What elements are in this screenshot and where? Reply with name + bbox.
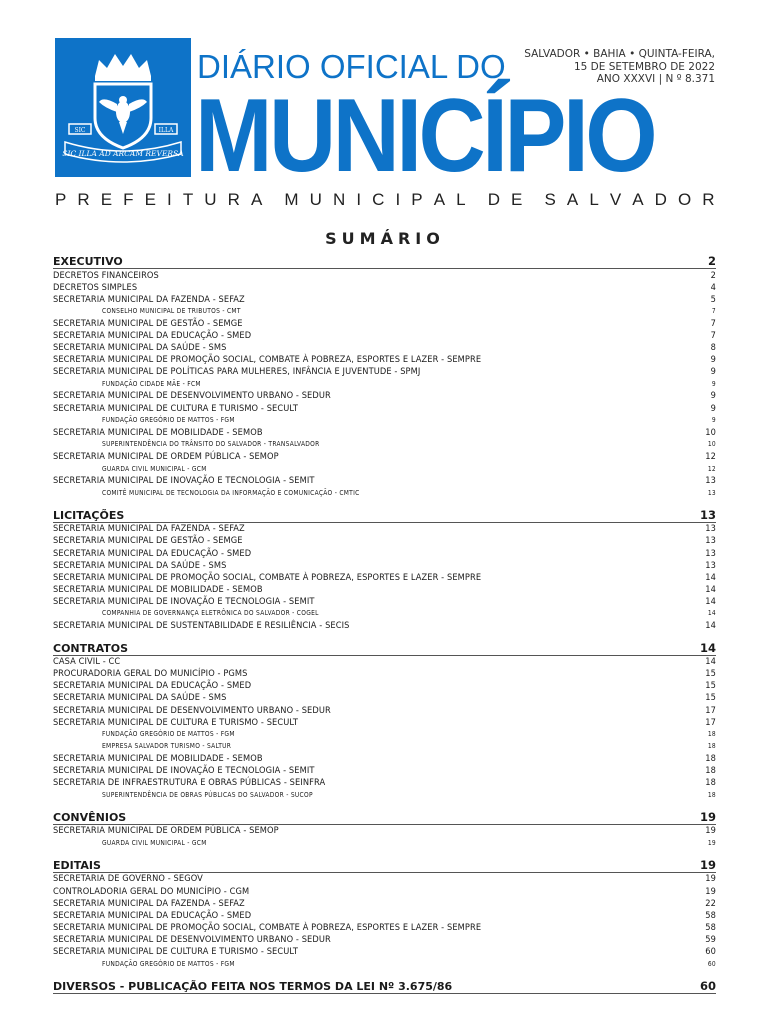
dateline-line: SALVADOR • BAHIA • QUINTA-FEIRA, <box>524 48 715 60</box>
subtitle-letter: E <box>511 190 523 209</box>
entry-label: SECRETARIA MUNICIPAL DA FAZENDA - SEFAZ <box>53 523 245 535</box>
entry-page-number: 13 <box>705 559 716 571</box>
entry-page-number: 7 <box>711 307 716 316</box>
toc-section <box>53 641 716 801</box>
entry-label: SECRETARIA MUNICIPAL DE PROMOÇÃO SOCIAL, COMBATE À POBREZA, ESPORTES E LAZER - SEMPRE <box>53 921 482 933</box>
title-main: MUNICÍPIO <box>195 78 655 194</box>
entry-page-number: 18 <box>705 765 716 777</box>
entry-page-number: 19 <box>705 873 716 885</box>
subtitle-letter: L <box>589 190 599 209</box>
entry-label: FUNDAÇÃO GREGÓRIO DE MATTOS - FGM <box>102 959 235 968</box>
toc-entry[interactable] <box>53 716 716 728</box>
entry-label: SECRETARIA MUNICIPAL DE ORDEM PÚBLICA - SEMOP <box>53 450 279 462</box>
toc-subentry[interactable] <box>53 463 716 475</box>
toc-entry[interactable] <box>53 390 716 402</box>
entry-label: SECRETARIA MUNICIPAL DE MOBILIDADE - SEMOB <box>53 426 263 438</box>
toc-entry[interactable] <box>53 656 716 668</box>
svg-text:ILLA: ILLA <box>158 127 174 134</box>
section-page-number: 19 <box>699 809 716 824</box>
entry-label: SECRETARIA MUNICIPAL DA SAÚDE - SMS <box>53 559 227 571</box>
coat-of-arms-logo <box>55 38 191 177</box>
entry-page-number: 58 <box>705 909 716 921</box>
entry-label: SECRETARIA MUNICIPAL DA SAÚDE - SMS <box>53 692 227 704</box>
dateline <box>524 48 715 86</box>
toc-entry[interactable] <box>53 909 716 921</box>
entry-page-number: 7 <box>710 317 716 329</box>
entry-page-number: 9 <box>710 402 716 414</box>
entry-page-number: 59 <box>705 933 716 945</box>
entry-page-number: 14 <box>707 609 716 618</box>
entry-page-number: 58 <box>705 921 716 933</box>
toc-entry[interactable] <box>53 897 716 909</box>
toc-entry[interactable] <box>53 680 716 692</box>
entry-page-number: 14 <box>705 583 716 595</box>
entry-label: SECRETARIA MUNICIPAL DE CULTURA E TURISMO - SECULT <box>53 402 298 414</box>
toc-entry[interactable] <box>53 523 716 535</box>
subtitle-letter: L <box>456 190 466 209</box>
toc-entry[interactable] <box>53 595 716 607</box>
section-gap <box>53 499 716 508</box>
entry-page-number: 13 <box>705 535 716 547</box>
toc-entry[interactable] <box>53 329 716 341</box>
entry-page-number: 10 <box>705 426 716 438</box>
subtitle-letter: I <box>395 190 401 209</box>
toc-section <box>53 508 716 632</box>
entry-page-number: 18 <box>707 742 716 751</box>
entry-page-number: 14 <box>705 620 716 632</box>
toc-entry[interactable] <box>53 426 716 438</box>
entry-label: FUNDAÇÃO CIDADE MÃE - FCM <box>102 379 201 388</box>
dateline-line: 15 DE SETEMBRO DE 2022 <box>573 60 715 73</box>
toc-subentry[interactable] <box>53 378 716 390</box>
toc-entry[interactable] <box>53 873 716 885</box>
toc-entry[interactable] <box>53 764 716 776</box>
entry-page-number: 14 <box>705 595 716 607</box>
entry-label: GUARDA CIVIL MUNICIPAL - GCM <box>102 838 207 847</box>
subtitle-letter: C <box>372 190 385 209</box>
toc-section <box>53 979 716 994</box>
entry-label: SECRETARIA MUNICIPAL DE CULTURA E TURISMO - SECULT <box>53 716 298 728</box>
entry-page-number: 5 <box>710 293 716 305</box>
entry-page-number: 22 <box>705 897 716 909</box>
section-page-number: 19 <box>699 857 716 872</box>
toc-section <box>53 810 716 849</box>
entry-page-number: 19 <box>707 838 716 847</box>
subtitle-letter: M <box>284 190 299 209</box>
entry-label: SECRETARIA MUNICIPAL DE DESENVOLVIMENTO URBANO - SEDUR <box>53 933 331 945</box>
entry-page-number: 13 <box>705 475 716 487</box>
entry-label: EMPRESA SALVADOR TURISMO - SALTUR <box>102 742 232 751</box>
entry-label: SECRETARIA MUNICIPAL DE SUSTENTABILIDADE E RESILIÊNCIA - SECIS <box>53 620 350 632</box>
section-gap <box>53 970 716 979</box>
toc-section <box>53 858 716 970</box>
entry-page-number: 8 <box>710 342 716 354</box>
entry-page-number: 4 <box>710 281 716 293</box>
toc-entry[interactable] <box>53 946 716 958</box>
entry-label: SECRETARIA MUNICIPAL DE DESENVOLVIMENTO URBANO - SEDUR <box>53 704 331 716</box>
entry-page-number: 15 <box>705 668 716 680</box>
entry-label: SECRETARIA MUNICIPAL DE DESENVOLVIMENTO URBANO - SEDUR <box>53 390 331 402</box>
toc-subentry[interactable] <box>53 438 716 450</box>
entry-page-number: 19 <box>705 825 716 837</box>
entry-page-number: 10 <box>707 440 716 449</box>
table-of-contents <box>53 254 716 994</box>
entry-label: CONTROLADORIA GERAL DO MUNICÍPIO - CGM <box>53 885 250 897</box>
dateline-line: ANO XXXVI | N º 8.371 <box>596 73 715 85</box>
entry-label: SECRETARIA MUNICIPAL DA EDUCAÇÃO - SMED <box>53 330 252 342</box>
entry-page-number: 13 <box>705 523 716 535</box>
entry-label: SECRETARIA DE GOVERNO - SEGOV <box>53 873 203 885</box>
entry-label: SECRETARIA MUNICIPAL DE PROMOÇÃO SOCIAL, COMBATE À POBREZA, ESPORTES E LAZER - SEMPRE <box>53 354 482 366</box>
section-gap <box>53 801 716 810</box>
section-page-number: 2 <box>707 254 716 268</box>
toc-entry[interactable] <box>53 281 716 293</box>
section-gap <box>53 632 716 641</box>
toc-entry[interactable] <box>53 547 716 559</box>
subtitle-letter: R <box>227 190 240 209</box>
entry-label: PROCURADORIA GERAL DO MUNICÍPIO - PGMS <box>53 668 248 680</box>
entry-page-number: 18 <box>707 730 716 739</box>
entry-page-number: 15 <box>705 680 716 692</box>
toc-entry[interactable] <box>53 402 716 414</box>
entry-label: SECRETARIA MUNICIPAL DE MOBILIDADE - SEMOB <box>53 583 263 595</box>
entry-label: SECRETARIA MUNICIPAL DA SAÚDE - SMS <box>53 342 227 354</box>
subtitle-letter: E <box>100 190 113 209</box>
subtitle-letter: A <box>566 190 579 209</box>
toc-entry[interactable] <box>53 571 716 583</box>
subtitle-letter: I <box>167 190 172 209</box>
entry-label: SECRETARIA MUNICIPAL DA EDUCAÇÃO - SMED <box>53 680 252 692</box>
entry-page-number: 18 <box>707 790 716 799</box>
entry-page-number: 60 <box>705 946 716 958</box>
entry-page-number: 18 <box>705 752 716 764</box>
prefeitura-subtitle <box>55 190 715 210</box>
entry-label: SECRETARIA MUNICIPAL DE GESTÃO - SEMGE <box>53 317 243 329</box>
toc-entry[interactable] <box>53 535 716 547</box>
toc-entry[interactable] <box>53 692 716 704</box>
entry-label: DECRETOS SIMPLES <box>53 281 138 293</box>
entry-page-number: 19 <box>705 885 716 897</box>
toc-section-heading[interactable] <box>53 641 716 656</box>
entry-page-number: 13 <box>707 488 716 497</box>
toc-entry[interactable] <box>53 583 716 595</box>
entry-page-number: 15 <box>705 692 716 704</box>
entry-label: SECRETARIA MUNICIPAL DA FAZENDA - SEFAZ <box>53 293 245 305</box>
entry-label: GUARDA CIVIL MUNICIPAL - GCM <box>102 464 207 473</box>
entry-label: SECRETARIA DE INFRAESTRUTURA E OBRAS PÚBLICAS - SEINFRA <box>53 777 326 789</box>
entry-page-number: 14 <box>705 571 716 583</box>
entry-label: COMPANHIA DE GOVERNANÇA ELETRÔNICA DO SALVADOR - COGEL <box>102 609 319 618</box>
entry-label: COMITÊ MUNICIPAL DE TECNOLOGIA DA INFORMAÇÃO E COMUNICAÇÃO - CMTIC <box>102 488 360 497</box>
toc-entry[interactable] <box>53 559 716 571</box>
subtitle-letter: I <box>356 190 362 209</box>
entry-label: SECRETARIA MUNICIPAL DA EDUCAÇÃO - SMED <box>53 547 252 559</box>
section-title: LICITAÇÕES <box>53 508 125 522</box>
entry-label: SECRETARIA MUNICIPAL DE POLÍTICAS PARA MULHERES, INFÂNCIA E JUVENTUDE - SPMJ <box>53 366 421 378</box>
entry-label: DECRETOS FINANCEIROS <box>53 269 159 281</box>
subtitle-letter: P <box>411 190 423 209</box>
subtitle-letter: T <box>182 190 194 209</box>
subtitle-letter: D <box>487 190 500 209</box>
subtitle-letter: U <box>204 190 217 209</box>
entry-page-number: 17 <box>705 704 716 716</box>
masthead <box>55 38 715 194</box>
entry-label: CASA CIVIL - CC <box>53 656 121 668</box>
toc-subentry[interactable] <box>53 487 716 499</box>
subtitle-letter: U <box>309 190 322 209</box>
toc-subentry[interactable] <box>53 740 716 752</box>
entry-label: CONSELHO MUNICIPAL DE TRIBUTOS - CMT <box>102 307 241 316</box>
toc-entry[interactable] <box>53 885 716 897</box>
entry-label: SECRETARIA MUNICIPAL DE ORDEM PÚBLICA - SEMOP <box>53 825 279 837</box>
toc-subentry[interactable] <box>53 607 716 619</box>
toc-entry[interactable] <box>53 704 716 716</box>
toc-entry[interactable] <box>53 269 716 281</box>
subtitle-letter: F <box>123 190 134 209</box>
section-title: EXECUTIVO <box>53 255 123 268</box>
section-title: DIVERSOS - PUBLICAÇÃO FEITA NOS TERMOS DA LEI Nº 3.675/86 <box>53 979 453 993</box>
section-page-number: 13 <box>699 507 716 522</box>
entry-page-number: 17 <box>705 716 716 728</box>
toc-section-heading[interactable] <box>53 254 716 269</box>
subtitle-letter: S <box>544 190 556 209</box>
toc-entry[interactable] <box>53 450 716 462</box>
entry-page-number: 9 <box>710 390 716 402</box>
toc-entry[interactable] <box>53 366 716 378</box>
entry-page-number: 9 <box>711 379 716 388</box>
entry-page-number: 12 <box>705 450 716 462</box>
section-title: CONTRATOS <box>53 641 129 655</box>
toc-section-heading[interactable] <box>53 979 716 994</box>
entry-label: SECRETARIA MUNICIPAL DA FAZENDA - SEFAZ <box>53 897 245 909</box>
subtitle-letter: A <box>250 190 263 209</box>
subtitle-letter: P <box>55 190 67 209</box>
entry-label: SECRETARIA MUNICIPAL DA EDUCAÇÃO - SMED <box>53 909 252 921</box>
entry-page-number: 9 <box>711 416 716 425</box>
toc-entry[interactable] <box>53 825 716 837</box>
section-page-number: 60 <box>699 978 716 993</box>
entry-page-number: 60 <box>707 959 716 968</box>
toc-entry[interactable] <box>53 777 716 789</box>
subtitle-letter: A <box>632 190 644 209</box>
toc-entry[interactable] <box>53 620 716 632</box>
toc-entry[interactable] <box>53 293 716 305</box>
toc-section-heading[interactable] <box>53 858 716 873</box>
toc-section <box>53 254 716 499</box>
coat-of-arms-icon <box>55 38 191 177</box>
svg-text:SIC: SIC <box>74 127 86 134</box>
toc-entry[interactable] <box>53 317 716 329</box>
entry-page-number: 9 <box>710 366 716 378</box>
section-gap <box>53 849 716 858</box>
subtitle-letter: O <box>678 190 692 209</box>
toc-entry[interactable] <box>53 354 716 366</box>
toc-section-heading[interactable] <box>53 508 716 523</box>
toc-entry[interactable] <box>53 921 716 933</box>
toc-section-heading[interactable] <box>53 810 716 825</box>
section-title: EDITAIS <box>53 858 101 872</box>
entry-label: SECRETARIA MUNICIPAL DE PROMOÇÃO SOCIAL, COMBATE À POBREZA, ESPORTES E LAZER - SEMPRE <box>53 571 482 583</box>
entry-page-number: 2 <box>710 269 716 281</box>
section-page-number: 14 <box>699 640 716 655</box>
entry-label: FUNDAÇÃO GREGÓRIO DE MATTOS - FGM <box>102 416 235 425</box>
entry-page-number: 12 <box>707 464 716 473</box>
entry-page-number: 14 <box>705 656 716 668</box>
subtitle-letter: E <box>144 190 156 209</box>
title-top: DIÁRIO OFICIAL DO <box>197 48 506 85</box>
subtitle-letter: V <box>609 190 622 209</box>
toc-entry[interactable] <box>53 475 716 487</box>
section-title: CONVÊNIOS <box>53 810 127 824</box>
entry-label: SECRETARIA MUNICIPAL DE MOBILIDADE - SEMOB <box>53 752 263 764</box>
subtitle-letter: R <box>77 190 90 209</box>
entry-label: FUNDAÇÃO GREGÓRIO DE MATTOS - FGM <box>102 730 235 739</box>
entry-label: SECRETARIA MUNICIPAL DE CULTURA E TURISMO - SECULT <box>53 946 298 958</box>
toc-subentry[interactable] <box>53 414 716 426</box>
toc-entry[interactable] <box>53 668 716 680</box>
toc-entry[interactable] <box>53 933 716 945</box>
toc-subentry[interactable] <box>53 728 716 740</box>
entry-label: SECRETARIA MUNICIPAL DE INOVAÇÃO E TECNOLOGIA - SEMIT <box>53 765 315 777</box>
toc-subentry[interactable] <box>53 789 716 801</box>
entry-page-number: 7 <box>710 330 716 342</box>
entry-page-number: 13 <box>705 547 716 559</box>
entry-label: SECRETARIA MUNICIPAL DE GESTÃO - SEMGE <box>53 535 243 547</box>
subtitle-letter: N <box>333 190 346 209</box>
toc-subentry[interactable] <box>53 958 716 970</box>
subtitle-letter: D <box>654 190 667 209</box>
entry-page-number: 18 <box>705 777 716 789</box>
summary-title: SUMÁRIO <box>325 229 445 248</box>
entry-label: SECRETARIA MUNICIPAL DE INOVAÇÃO E TECNOLOGIA - SEMIT <box>53 595 315 607</box>
entry-label: SUPERINTENDÊNCIA DO TRÂNSITO DO SALVADOR - TRANSALVADOR <box>102 440 320 449</box>
toc-entry[interactable] <box>53 752 716 764</box>
entry-label: SECRETARIA MUNICIPAL DE INOVAÇÃO E TECNOLOGIA - SEMIT <box>53 475 315 487</box>
subtitle-letter: A <box>433 190 446 209</box>
svg-text:SIC ILLA AD ARCAM REVERSA: SIC ILLA AD ARCAM REVERSA <box>62 149 184 158</box>
toc-entry[interactable] <box>53 342 716 354</box>
toc-subentry[interactable] <box>53 837 716 849</box>
entry-label: SUPERINTENDÊNCIA DE OBRAS PÚBLICAS DO SALVADOR - SUCOP <box>102 790 313 799</box>
entry-page-number: 9 <box>710 354 716 366</box>
toc-subentry[interactable] <box>53 305 716 317</box>
subtitle-letter: R <box>702 190 715 209</box>
